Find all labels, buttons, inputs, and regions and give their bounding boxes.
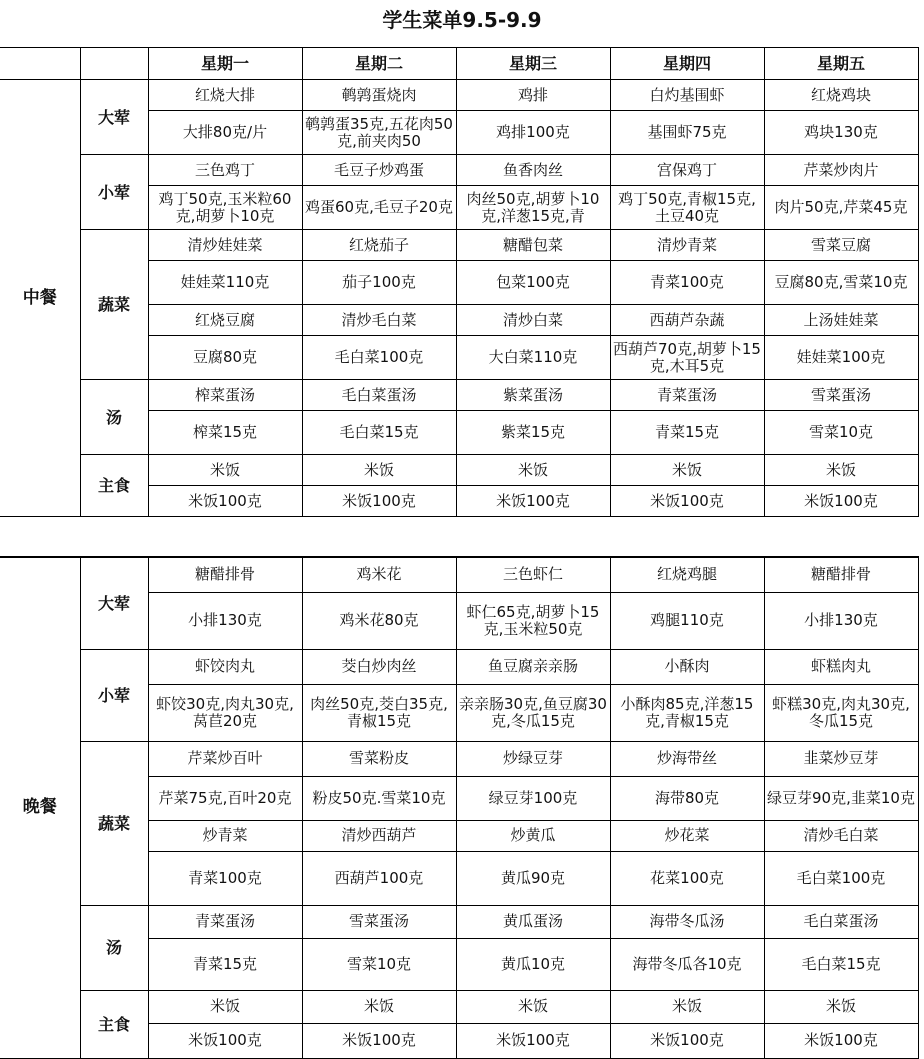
dish-name-cell: 米饭 [764,455,918,486]
dish-name-cell: 清炒青菜 [610,230,764,261]
dish-ingredients-cell: 米饭100克 [148,486,302,517]
dish-name-cell: 海带冬瓜汤 [610,905,764,938]
dish-name-row [0,380,918,411]
dish-ingredients-cell: 亲亲肠30克,鱼豆腐30克,冬瓜15克 [456,684,610,741]
dish-ingredients-cell: 鹌鹑蛋35克,五花肉50克,前夹肉50 [302,111,456,155]
dish-name-cell: 雪菜蛋汤 [764,380,918,411]
dish-ingredients-cell: 茄子100克 [302,261,456,305]
category-label: 蔬菜 [80,230,148,380]
dish-ingredients-cell: 花菜100克 [610,851,764,905]
dish-ingredients-cell: 黄瓜10克 [456,938,610,990]
dish-name-cell: 炒青菜 [148,820,302,851]
category-label: 大荤 [80,557,148,649]
dish-name-cell: 西葫芦杂蔬 [610,305,764,336]
dish-ingredients-cell: 娃娃菜110克 [148,261,302,305]
dish-ingredients-cell: 小排130克 [148,592,302,649]
dish-name-cell: 炒绿豆芽 [456,741,610,776]
dish-ingredients-cell: 米饭100克 [456,1023,610,1058]
dish-name-cell: 芹菜炒百叶 [148,741,302,776]
dish-ingredients-cell: 青菜15克 [148,938,302,990]
dish-name-cell: 榨菜蛋汤 [148,380,302,411]
dish-name-cell: 芹菜炒肉片 [764,155,918,186]
dish-ingredients-cell: 米饭100克 [764,1023,918,1058]
day-header: 星期五 [764,48,918,80]
dish-name-cell: 米饭 [456,990,610,1023]
dish-ingredients-cell: 娃娃菜100克 [764,336,918,380]
category-label: 汤 [80,380,148,455]
dish-ingredients-cell: 鸡丁50克,青椒15克,土豆40克 [610,186,764,230]
category-label: 主食 [80,990,148,1058]
dish-name-cell: 茭白炒肉丝 [302,649,456,684]
dish-name-cell: 米饭 [148,455,302,486]
dish-name-cell: 红烧鸡腿 [610,557,764,592]
dish-ingredients-cell: 西葫芦100克 [302,851,456,905]
dish-name-cell: 鱼豆腐亲亲肠 [456,649,610,684]
dish-name-cell: 白灼基围虾 [610,80,764,111]
header-row [0,48,918,80]
dish-name-cell: 米饭 [610,455,764,486]
dish-name-cell: 糖醋排骨 [148,557,302,592]
page-title: 学生菜单9.5-9.9 [382,8,542,32]
dish-name-cell: 糖醋排骨 [764,557,918,592]
dish-ingredients-cell: 小排130克 [764,592,918,649]
category-label: 汤 [80,905,148,990]
dish-name-cell: 黄瓜蛋汤 [456,905,610,938]
category-label: 主食 [80,455,148,517]
header-blank-cell [80,48,148,80]
dish-ingredients-cell: 鸡块130克 [764,111,918,155]
dish-name-cell: 宫保鸡丁 [610,155,764,186]
dish-ingredients-cell: 粉皮50克.雪菜10克 [302,776,456,820]
dish-ingredients-cell: 大排80克/片 [148,111,302,155]
dish-name-row [0,990,918,1023]
dish-name-cell: 毛豆子炒鸡蛋 [302,155,456,186]
dish-name-cell: 青菜蛋汤 [148,905,302,938]
dish-ingredients-cell: 紫菜15克 [456,411,610,455]
dish-name-cell: 鹌鹑蛋烧肉 [302,80,456,111]
dish-ingredients-cell: 肉丝50克,胡萝卜10克,洋葱15克,青 [456,186,610,230]
dish-name-cell: 米饭 [148,990,302,1023]
dish-ingredients-cell: 青菜100克 [610,261,764,305]
dish-ingredients-cell: 西葫芦70克,胡萝卜15克,木耳5克 [610,336,764,380]
dish-ingredients-cell: 鸡丁50克,玉米粒60克,胡萝卜10克 [148,186,302,230]
dish-name-cell: 炒黄瓜 [456,820,610,851]
dish-name-cell: 鸡排 [456,80,610,111]
dish-ingredients-cell: 米饭100克 [764,486,918,517]
dish-name-cell: 青菜蛋汤 [610,380,764,411]
dish-ingredients-cell: 绿豆芽90克,韭菜10克 [764,776,918,820]
header-blank-cell [0,48,80,80]
dish-name-row [0,905,918,938]
dish-name-row [0,741,918,776]
dish-name-cell: 三色虾仁 [456,557,610,592]
dish-name-cell: 米饭 [456,455,610,486]
dish-name-cell: 炒海带丝 [610,741,764,776]
dish-ingredients-cell: 小酥肉85克,洋葱15克,青椒15克 [610,684,764,741]
dish-name-cell: 毛白菜蛋汤 [764,905,918,938]
dish-name-cell: 红烧豆腐 [148,305,302,336]
category-label: 小荤 [80,649,148,741]
dish-name-cell: 清炒娃娃菜 [148,230,302,261]
dish-ingredients-cell: 虾糕30克,肉丸30克,冬瓜15克 [764,684,918,741]
dish-name-cell: 毛白菜蛋汤 [302,380,456,411]
dish-name-cell: 鸡米花 [302,557,456,592]
dish-name-cell: 清炒西葫芦 [302,820,456,851]
dish-name-row [0,649,918,684]
dish-name-cell: 上汤娃娃菜 [764,305,918,336]
dish-ingredients-cell: 芹菜75克,百叶20克 [148,776,302,820]
dish-ingredients-cell: 海带冬瓜各10克 [610,938,764,990]
dish-name-cell: 鱼香肉丝 [456,155,610,186]
dish-name-row [0,155,918,186]
dish-name-cell: 虾饺肉丸 [148,649,302,684]
dish-ingredients-cell: 毛白菜15克 [764,938,918,990]
dish-ingredients-cell: 虾饺30克,肉丸30克,莴苣20克 [148,684,302,741]
dish-ingredients-cell: 米饭100克 [302,1023,456,1058]
dish-name-cell: 糖醋包菜 [456,230,610,261]
dish-name-cell: 红烧大排 [148,80,302,111]
dish-name-cell: 雪菜蛋汤 [302,905,456,938]
dish-ingredients-cell: 毛白菜100克 [764,851,918,905]
dish-ingredients-cell: 榨菜15克 [148,411,302,455]
dish-name-row [0,455,918,486]
dish-ingredients-cell: 虾仁65克,胡萝卜15克,玉米粒50克 [456,592,610,649]
day-header: 星期四 [610,48,764,80]
dish-name-cell: 虾糕肉丸 [764,649,918,684]
dish-ingredients-cell: 毛白菜15克 [302,411,456,455]
dish-ingredients-cell: 鸡米花80克 [302,592,456,649]
dish-name-cell: 清炒毛白菜 [764,820,918,851]
dish-name-row [0,80,918,111]
dish-name-cell: 小酥肉 [610,649,764,684]
dish-ingredients-cell: 肉片50克,芹菜45克 [764,186,918,230]
dish-ingredients-cell: 基围虾75克 [610,111,764,155]
category-label: 蔬菜 [80,741,148,905]
dish-name-cell: 炒花菜 [610,820,764,851]
lunch-menu-table [0,47,919,517]
dish-ingredients-cell: 米饭100克 [456,486,610,517]
dish-ingredients-cell: 海带80克 [610,776,764,820]
dish-ingredients-cell: 米饭100克 [302,486,456,517]
dish-name-cell: 雪菜粉皮 [302,741,456,776]
meal-label: 中餐 [0,80,80,517]
dish-ingredients-cell: 青菜100克 [148,851,302,905]
dish-ingredients-cell: 肉丝50克,茭白35克,青椒15克 [302,684,456,741]
day-header: 星期三 [456,48,610,80]
dish-name-cell: 清炒白菜 [456,305,610,336]
dish-ingredients-cell: 米饭100克 [148,1023,302,1058]
dish-ingredients-cell: 豆腐80克,雪菜10克 [764,261,918,305]
dish-ingredients-cell: 豆腐80克 [148,336,302,380]
dish-name-cell: 红烧鸡块 [764,80,918,111]
dish-name-cell: 韭菜炒豆芽 [764,741,918,776]
dish-ingredients-cell: 雪菜10克 [764,411,918,455]
dish-ingredients-cell: 毛白菜100克 [302,336,456,380]
dish-ingredients-cell: 大白菜110克 [456,336,610,380]
dish-name-cell: 米饭 [302,455,456,486]
dish-name-cell: 米饭 [764,990,918,1023]
dish-ingredients-cell: 雪菜10克 [302,938,456,990]
dish-ingredients-cell: 鸡蛋60克,毛豆子20克 [302,186,456,230]
dish-ingredients-cell: 米饭100克 [610,486,764,517]
dish-ingredients-cell: 青菜15克 [610,411,764,455]
meal-label: 晚餐 [0,557,80,1058]
dish-ingredients-cell: 黄瓜90克 [456,851,610,905]
category-label: 大荤 [80,80,148,155]
dish-name-cell: 紫菜蛋汤 [456,380,610,411]
dish-name-row [0,230,918,261]
dish-ingredients-cell: 鸡腿110克 [610,592,764,649]
dish-ingredients-cell: 鸡排100克 [456,111,610,155]
dish-name-cell: 米饭 [610,990,764,1023]
dinner-menu-table [0,556,919,1059]
dish-name-row [0,557,918,592]
dish-ingredients-cell: 包菜100克 [456,261,610,305]
dish-name-cell: 清炒毛白菜 [302,305,456,336]
dish-name-cell: 雪菜豆腐 [764,230,918,261]
dish-ingredients-cell: 绿豆芽100克 [456,776,610,820]
category-label: 小荤 [80,155,148,230]
dish-name-cell: 红烧茄子 [302,230,456,261]
day-header: 星期二 [302,48,456,80]
dish-ingredients-cell: 米饭100克 [610,1023,764,1058]
dish-name-cell: 三色鸡丁 [148,155,302,186]
dish-name-cell: 米饭 [302,990,456,1023]
day-header: 星期一 [148,48,302,80]
